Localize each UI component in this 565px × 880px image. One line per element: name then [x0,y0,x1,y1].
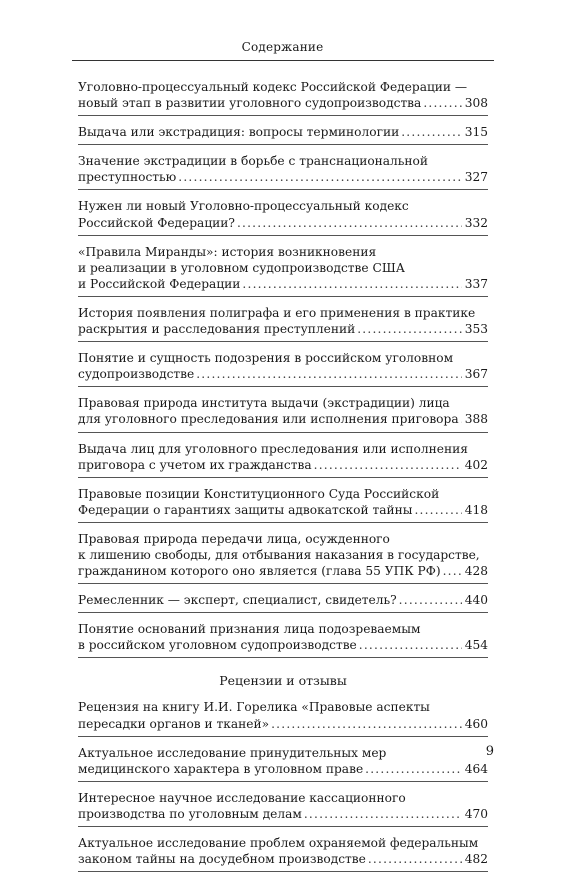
toc-entry-last-line [78,502,488,518]
toc-entry-last-line [78,716,488,732]
toc-entry-title-line: Интересное научное исследование кассационного [78,790,406,805]
dot-leader [357,321,462,337]
toc-entry [78,441,488,478]
dot-leader [414,502,461,518]
toc-entry-title-line: Выдача лиц для уголовного преследования или исполнения [78,441,468,456]
toc-entry-title-line: судопроизводстве [78,367,195,382]
toc-entry [78,350,488,387]
toc-entry-title-line: Понятие оснований признания лица подозреваемым [78,622,421,637]
toc-entry-page-number: 308 [464,96,488,111]
toc-entry-title-line: Федерации о гарантиях защиты адвокатской тайны [78,502,413,517]
toc-entry-title-line: гражданином которого оно является (глава 55 УПК РФ) [78,564,441,579]
toc-entry [78,592,488,613]
toc-entry-last-line [78,637,488,653]
toc-entry-title-line: новый этап в развитии уголовного судопроизводства [78,96,422,111]
toc-section-list [78,699,488,872]
dot-leader [423,95,461,111]
section-title: Рецензии и отзывы [219,673,347,689]
dot-leader [365,761,462,777]
toc-entry-page-number: 367 [464,367,488,382]
toc-entry-title-line: раскрытия и расследования преступлений [78,322,356,337]
dot-leader [304,806,462,822]
toc-entry-page-number: 482 [464,852,488,867]
toc-entry [78,305,488,342]
toc-entry-page-number: 460 [464,716,488,731]
toc-entry-last-line [78,592,488,608]
toc-entry [78,790,488,827]
toc-entry-title-line: медицинского характера в уголовном праве [78,761,364,776]
toc-entry-last-line [78,169,488,185]
toc-entry-page-number: 315 [464,125,488,140]
toc-entry-page-number: 428 [464,564,488,579]
toc-entry-page-number: 327 [464,170,488,185]
toc-entry [78,621,488,658]
toc-entry-page-number: 388 [464,412,488,427]
dot-leader [237,215,462,231]
dot-leader [399,592,462,608]
toc-entry [78,153,488,190]
toc-entry-last-line [78,95,488,111]
toc-entry-last-line [78,124,488,140]
toc-entry-title-line: История появления полиграфа и его применения в практике [78,305,476,320]
toc-entry [78,699,488,736]
dot-leader [443,563,462,579]
toc-entry-last-line [78,215,488,231]
dot-leader [461,411,462,427]
toc-entry-last-line [78,563,488,579]
toc-entry-last-line [78,276,488,292]
toc-entry-page-number: 402 [464,457,488,472]
toc-entry [78,79,488,116]
toc-entry [78,395,488,432]
toc-entry [78,835,488,872]
toc-entry-title-line: Правовая природа института выдачи (экстрадиции) лица [78,396,450,411]
dot-leader [401,124,462,140]
toc-entry-title-line: Уголовно-процессуальный кодекс Российской Федерации — [78,80,468,94]
toc-entry-last-line [78,761,488,777]
dot-leader [242,276,461,292]
toc-entry-title-line: пересадки органов и тканей» [78,716,270,731]
toc-entry-last-line [78,851,488,867]
toc-entry-title-line: производства по уголовным делам [78,806,302,821]
header-rule [72,60,494,61]
toc-entry-title-line: и реализации в уголовном судопроизводстве США [78,260,405,275]
dot-leader [314,457,462,473]
toc-entry-title-line: приговора с учетом их гражданства [78,457,312,472]
toc-entry [78,745,488,782]
toc-entry-page-number: 454 [464,638,488,653]
dot-leader [196,366,462,382]
toc-entry-title-line: и Российской Федерации [78,276,241,291]
toc-entry [78,244,488,297]
running-head: Содержание [241,40,324,54]
toc-entry-last-line [78,806,488,822]
toc-entry-title-line: Выдача или экстрадиция: вопросы терминологии [78,125,400,140]
toc-entry-page-number: 353 [464,322,488,337]
toc-entry-page-number: 440 [464,593,488,608]
dot-leader [368,851,462,867]
toc-entry-last-line [78,366,488,382]
toc-entry-title-line: преступностью [78,170,177,185]
toc-entry-title-line: Значение экстрадиции в борьбе с транснациональной [78,154,429,169]
toc-entry-page-number: 464 [464,761,488,776]
toc-entry [78,124,488,145]
toc-entry-title-line: Рецензия на книгу И.И. Горелика «Правовые аспекты [78,700,430,715]
dot-leader [271,716,462,732]
toc-entry-last-line [78,411,488,427]
toc-entry-title-line: Понятие и сущность подозрения в российском уголовном [78,351,454,366]
toc-entry-title-line: к лишению свободы, для отбывания наказания в государстве, [78,547,480,562]
toc-entry-title-line: Нужен ли новый Уголовно-процессуальный кодекс [78,199,409,214]
toc-main-list [78,79,488,658]
toc-entry-page-number: 332 [464,215,488,230]
page-number: 9 [485,744,494,759]
table-of-contents [78,79,488,880]
toc-entry-title-line: Актуальное исследование принудительных мер [78,745,387,760]
toc-entry-title-line: Ремесленник — эксперт, специалист, свидетель? [78,593,397,608]
toc-entry-last-line [78,457,488,473]
toc-entry [78,531,488,584]
toc-entry-title-line: «Правила Миранды»: история возникновения [78,244,377,259]
toc-entry-title-line: Российской Федерации? [78,215,235,230]
dot-leader [359,637,462,653]
toc-entry-page-number: 337 [464,276,488,291]
toc-entry-page-number: 470 [464,806,488,821]
toc-entry-title-line: в российском уголовном судопроизводстве [78,638,357,653]
toc-entry-title-line: Правовая природа передачи лица, осужденного [78,531,390,546]
toc-entry-title-line: для уголовного преследования или исполнения приговора [78,412,459,427]
toc-entry [78,198,488,235]
toc-entry-title-line: Правовые позиции Конституционного Суда Российской [78,486,440,501]
dot-leader [178,169,461,185]
toc-entry [78,486,488,523]
toc-entry-last-line [78,321,488,337]
toc-entry-title-line: Актуальное исследование проблем охраняемой федеральным [78,836,479,850]
toc-entry-title-line: законом тайны на досудебном производстве [78,852,366,867]
toc-entry-page-number: 418 [464,502,488,517]
